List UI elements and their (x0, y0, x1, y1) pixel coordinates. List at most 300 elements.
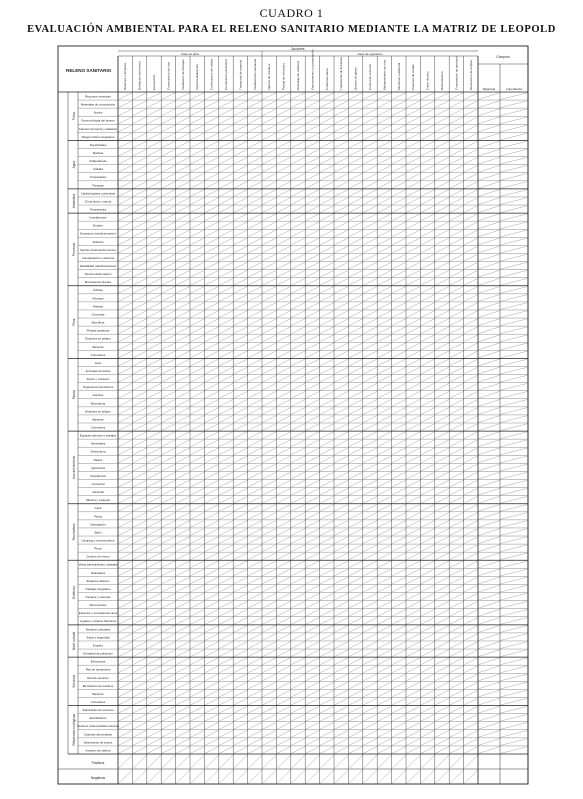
cell-diagonal (378, 545, 392, 552)
cell-diagonal (176, 214, 190, 221)
cell-diagonal (363, 416, 377, 423)
cell-diagonal (191, 738, 205, 745)
cell-diagonal (234, 198, 248, 205)
cell-diagonal (335, 254, 349, 261)
cell-diagonal (263, 125, 277, 132)
cell-diagonal (119, 545, 133, 552)
cell-diagonal (291, 391, 305, 398)
cell-diagonal (133, 206, 147, 213)
factor-row-label: Marinas (92, 151, 104, 156)
cell-diagonal (147, 634, 161, 641)
cell-diagonal (291, 327, 305, 334)
cell-diagonal (450, 561, 464, 568)
cell-diagonal (219, 149, 233, 156)
cell-diagonal (421, 407, 435, 414)
cell-diagonal (306, 512, 320, 519)
cell-diagonal (450, 714, 464, 721)
cell-diagonal (291, 601, 305, 608)
cell-diagonal (248, 738, 262, 745)
cell-diagonal (263, 593, 277, 600)
cell-diagonal (407, 698, 421, 705)
cell-diagonal (450, 230, 464, 237)
cell-diagonal (378, 222, 392, 229)
cell-diagonal (320, 416, 334, 423)
cell-diagonal (191, 577, 205, 584)
cell-diagonal (320, 424, 334, 431)
cell-diagonal (421, 440, 435, 447)
cell-diagonal (234, 553, 248, 560)
cell-diagonal (421, 456, 435, 463)
cell-diagonal (277, 343, 291, 350)
cell-diagonal (450, 682, 464, 689)
cell-diagonal (407, 561, 421, 568)
cell-diagonal (176, 189, 190, 196)
cell-diagonal (464, 343, 478, 350)
cell-diagonal (320, 391, 334, 398)
cell-diagonal (248, 666, 262, 673)
cell-diagonal (407, 294, 421, 301)
cell-diagonal (421, 327, 435, 334)
cell-diagonal (133, 642, 147, 649)
summary-diagonal (501, 432, 528, 439)
cell-diagonal (119, 529, 133, 536)
summary-diagonal (501, 682, 528, 689)
cell-diagonal (378, 375, 392, 382)
cell-diagonal (363, 198, 377, 205)
cell-diagonal (464, 625, 478, 632)
cell-diagonal (219, 488, 233, 495)
cell-diagonal (450, 206, 464, 213)
cell-diagonal (277, 593, 291, 600)
cell-diagonal (234, 181, 248, 188)
cell-diagonal (464, 125, 478, 132)
cell-diagonal (263, 311, 277, 318)
cell-diagonal (435, 367, 449, 374)
cell-diagonal (363, 375, 377, 382)
cell-diagonal (277, 270, 291, 277)
cell-diagonal (133, 577, 147, 584)
cell-diagonal (133, 246, 147, 253)
action-header: Generación de empleo (468, 59, 473, 90)
summary-diagonal (479, 529, 500, 536)
summary-diagonal (501, 117, 528, 124)
cell-diagonal (205, 246, 219, 253)
cell-diagonal (349, 311, 363, 318)
cell-diagonal (306, 464, 320, 471)
cell-diagonal (248, 157, 262, 164)
cell-diagonal (450, 698, 464, 705)
cell-diagonal (219, 698, 233, 705)
summary-diagonal (501, 109, 528, 116)
cell-diagonal (162, 367, 176, 374)
cell-diagonal (464, 634, 478, 641)
cell-diagonal (219, 569, 233, 576)
summary-diagonal (479, 238, 500, 245)
cell-diagonal (335, 424, 349, 431)
action-header: Reforestación (440, 71, 444, 90)
cell-diagonal (191, 569, 205, 576)
cell-diagonal (234, 577, 248, 584)
cell-diagonal (378, 666, 392, 673)
cell-diagonal (277, 246, 291, 253)
cell-diagonal (147, 262, 161, 269)
cell-diagonal (306, 93, 320, 100)
cell-diagonal (349, 230, 363, 237)
cell-diagonal (464, 93, 478, 100)
cell-diagonal (306, 101, 320, 108)
cell-diagonal (291, 93, 305, 100)
cell-diagonal (234, 262, 248, 269)
cell-diagonal (162, 650, 176, 657)
cell-diagonal (291, 464, 305, 471)
cell-diagonal (349, 375, 363, 382)
cell-diagonal (306, 658, 320, 665)
cell-diagonal (320, 642, 334, 649)
cell-diagonal (421, 488, 435, 495)
cell-diagonal (119, 109, 133, 116)
cell-diagonal (407, 383, 421, 390)
cell-diagonal (421, 747, 435, 754)
cell-diagonal (320, 109, 334, 116)
cell-diagonal (464, 254, 478, 261)
cell-diagonal (191, 206, 205, 213)
cell-diagonal (147, 407, 161, 414)
cell-diagonal (162, 133, 176, 140)
cell-diagonal (119, 351, 133, 358)
cell-diagonal (219, 294, 233, 301)
cell-diagonal (219, 529, 233, 536)
cell-diagonal (421, 206, 435, 213)
cell-diagonal (133, 448, 147, 455)
cell-diagonal (349, 149, 363, 156)
cell-diagonal (133, 634, 147, 641)
cell-diagonal (162, 198, 176, 205)
cell-diagonal (335, 407, 349, 414)
summary-diagonal (479, 416, 500, 423)
cell-diagonal (147, 351, 161, 358)
cell-diagonal (219, 327, 233, 334)
summary-diagonal (479, 141, 500, 148)
cell-diagonal (119, 448, 133, 455)
factor-row-label: Barreras (92, 417, 104, 422)
cell-diagonal (407, 375, 421, 382)
cell-diagonal (306, 424, 320, 431)
factor-row-label: Pastos (93, 457, 103, 462)
footer-diagonal (321, 770, 334, 783)
cell-diagonal (306, 165, 320, 172)
summary-diagonal (501, 238, 528, 245)
cell-diagonal (119, 634, 133, 641)
cell-diagonal (320, 189, 334, 196)
cell-diagonal (191, 722, 205, 729)
cell-diagonal (435, 432, 449, 439)
cell-diagonal (335, 617, 349, 624)
factor-row-label: Navegación (90, 522, 106, 527)
summary-diagonal (479, 537, 500, 544)
cell-diagonal (205, 577, 219, 584)
factor-row-label: Baño (94, 530, 102, 535)
cell-diagonal (421, 537, 435, 544)
cell-diagonal (363, 383, 377, 390)
cell-diagonal (320, 722, 334, 729)
cell-diagonal (205, 230, 219, 237)
cell-diagonal (363, 189, 377, 196)
cell-diagonal (407, 189, 421, 196)
cell-diagonal (378, 642, 392, 649)
action-header: Descarga de residuos (296, 60, 300, 90)
cell-diagonal (133, 399, 147, 406)
cell-diagonal (219, 222, 233, 229)
cell-diagonal (464, 157, 478, 164)
summary-diagonal (479, 149, 500, 156)
cell-diagonal (306, 529, 320, 536)
cell-diagonal (133, 125, 147, 132)
cell-diagonal (363, 674, 377, 681)
cell-diagonal (263, 601, 277, 608)
cell-diagonal (435, 165, 449, 172)
cell-diagonal (133, 214, 147, 221)
cell-diagonal (263, 141, 277, 148)
row-group-label: Flora (72, 318, 76, 326)
cell-diagonal (291, 351, 305, 358)
cell-diagonal (363, 642, 377, 649)
cell-diagonal (392, 488, 406, 495)
cell-diagonal (133, 738, 147, 745)
cell-diagonal (291, 545, 305, 552)
cell-diagonal (147, 93, 161, 100)
cell-diagonal (263, 512, 277, 519)
cell-diagonal (176, 674, 190, 681)
cell-diagonal (162, 101, 176, 108)
cell-diagonal (306, 537, 320, 544)
cell-diagonal (291, 472, 305, 479)
cell-diagonal (320, 593, 334, 600)
footer-diagonal (177, 755, 190, 768)
cell-diagonal (191, 747, 205, 754)
cell-diagonal (378, 181, 392, 188)
cell-diagonal (176, 359, 190, 366)
cell-diagonal (191, 585, 205, 592)
cell-diagonal (435, 448, 449, 455)
row-group-label: Procesos (72, 242, 76, 257)
cell-diagonal (219, 722, 233, 729)
cell-diagonal (191, 383, 205, 390)
cell-diagonal (133, 286, 147, 293)
cell-diagonal (205, 391, 219, 398)
cell-diagonal (306, 181, 320, 188)
cell-diagonal (421, 286, 435, 293)
cell-diagonal (248, 367, 262, 374)
cell-diagonal (335, 375, 349, 382)
acciones-header: Acciones (291, 47, 305, 51)
cell-diagonal (191, 698, 205, 705)
cell-diagonal (147, 149, 161, 156)
cell-diagonal (147, 278, 161, 285)
factor-row-label: Especies en peligro (85, 409, 111, 414)
cell-diagonal (205, 286, 219, 293)
cell-diagonal (421, 157, 435, 164)
cell-diagonal (133, 666, 147, 673)
cell-diagonal (263, 504, 277, 511)
cell-diagonal (450, 254, 464, 261)
factor-row-label: Modelos culturales (85, 627, 111, 632)
cell-diagonal (450, 125, 464, 132)
cell-diagonal (277, 286, 291, 293)
cell-diagonal (234, 682, 248, 689)
cell-diagonal (205, 125, 219, 132)
cell-diagonal (277, 504, 291, 511)
cell-diagonal (263, 690, 277, 697)
summary-diagonal (479, 407, 500, 414)
cell-diagonal (147, 181, 161, 188)
cell-diagonal (176, 230, 190, 237)
cell-diagonal (335, 391, 349, 398)
cell-diagonal (320, 294, 334, 301)
cell-diagonal (464, 399, 478, 406)
cell-diagonal (435, 593, 449, 600)
cell-diagonal (205, 157, 219, 164)
cell-diagonal (291, 165, 305, 172)
summary-diagonal (479, 214, 500, 221)
cell-diagonal (133, 512, 147, 519)
cell-diagonal (176, 440, 190, 447)
cell-diagonal (378, 690, 392, 697)
cell-diagonal (176, 311, 190, 318)
cell-diagonal (205, 206, 219, 213)
cell-diagonal (407, 642, 421, 649)
cell-diagonal (133, 625, 147, 632)
cell-diagonal (219, 642, 233, 649)
cell-diagonal (435, 722, 449, 729)
cell-diagonal (349, 133, 363, 140)
cell-diagonal (176, 375, 190, 382)
cell-diagonal (450, 165, 464, 172)
cell-diagonal (349, 407, 363, 414)
footer-label-positivos: Positivos (91, 761, 105, 765)
cell-diagonal (162, 690, 176, 697)
cell-diagonal (320, 585, 334, 592)
cell-diagonal (306, 319, 320, 326)
summary-diagonal (501, 254, 528, 261)
cell-diagonal (291, 294, 305, 301)
cell-diagonal (234, 367, 248, 374)
cell-diagonal (335, 569, 349, 576)
summary-diagonal (501, 286, 528, 293)
cell-diagonal (320, 198, 334, 205)
cell-diagonal (147, 520, 161, 527)
cell-diagonal (119, 747, 133, 754)
cell-diagonal (176, 246, 190, 253)
summary-diagonal (479, 747, 500, 754)
cell-diagonal (133, 189, 147, 196)
cell-diagonal (306, 666, 320, 673)
cell-diagonal (378, 165, 392, 172)
footer-diagonal (205, 755, 218, 768)
cell-diagonal (263, 270, 277, 277)
cell-diagonal (378, 617, 392, 624)
cell-diagonal (421, 270, 435, 277)
cell-diagonal (378, 391, 392, 398)
cell-diagonal (392, 141, 406, 148)
cell-diagonal (191, 262, 205, 269)
cell-diagonal (147, 117, 161, 124)
cell-diagonal (176, 617, 190, 624)
factor-row-label: Cadenas alimentarias (84, 732, 112, 737)
cell-diagonal (277, 117, 291, 124)
cell-diagonal (119, 206, 133, 213)
cell-diagonal (435, 246, 449, 253)
cell-diagonal (263, 747, 277, 754)
cell-diagonal (133, 488, 147, 495)
cell-diagonal (407, 319, 421, 326)
factor-row-label: Árboles (93, 288, 103, 293)
summary-diagonal (501, 520, 528, 527)
cell-diagonal (147, 456, 161, 463)
cell-diagonal (263, 165, 277, 172)
cell-diagonal (119, 642, 133, 649)
action-header: Quema de gases (353, 67, 358, 90)
cell-diagonal (176, 601, 190, 608)
cell-diagonal (335, 537, 349, 544)
cell-diagonal (407, 117, 421, 124)
cell-diagonal (464, 569, 478, 576)
cell-diagonal (392, 464, 406, 471)
cell-diagonal (248, 278, 262, 285)
summary-diagonal (501, 472, 528, 479)
cell-diagonal (277, 262, 291, 269)
summary-diagonal (479, 682, 500, 689)
cell-diagonal (133, 230, 147, 237)
summary-diagonal (501, 278, 528, 285)
cell-diagonal (263, 222, 277, 229)
cell-diagonal (147, 698, 161, 705)
cell-diagonal (450, 504, 464, 511)
cell-diagonal (335, 173, 349, 180)
cell-diagonal (363, 311, 377, 318)
cell-diagonal (335, 625, 349, 632)
cell-diagonal (335, 399, 349, 406)
cell-diagonal (234, 149, 248, 156)
cell-diagonal (191, 488, 205, 495)
cell-diagonal (450, 456, 464, 463)
cell-diagonal (263, 480, 277, 487)
cell-diagonal (205, 117, 219, 124)
summary-subheader-magnitud: Magnitud (482, 87, 496, 91)
cell-diagonal (219, 690, 233, 697)
cell-diagonal (248, 545, 262, 552)
cell-diagonal (133, 496, 147, 503)
cell-diagonal (435, 496, 449, 503)
cell-diagonal (176, 496, 190, 503)
cell-diagonal (205, 609, 219, 616)
cell-diagonal (450, 480, 464, 487)
cell-diagonal (162, 642, 176, 649)
cell-diagonal (147, 658, 161, 665)
cell-diagonal (219, 173, 233, 180)
cell-diagonal (450, 141, 464, 148)
cell-diagonal (277, 666, 291, 673)
factor-row-label: Barreras (92, 691, 104, 696)
cell-diagonal (291, 480, 305, 487)
cell-diagonal (119, 730, 133, 737)
cell-diagonal (450, 666, 464, 673)
cell-diagonal (363, 666, 377, 673)
cell-diagonal (435, 319, 449, 326)
cell-diagonal (450, 391, 464, 398)
cell-diagonal (147, 399, 161, 406)
cell-diagonal (306, 545, 320, 552)
cell-diagonal (464, 391, 478, 398)
